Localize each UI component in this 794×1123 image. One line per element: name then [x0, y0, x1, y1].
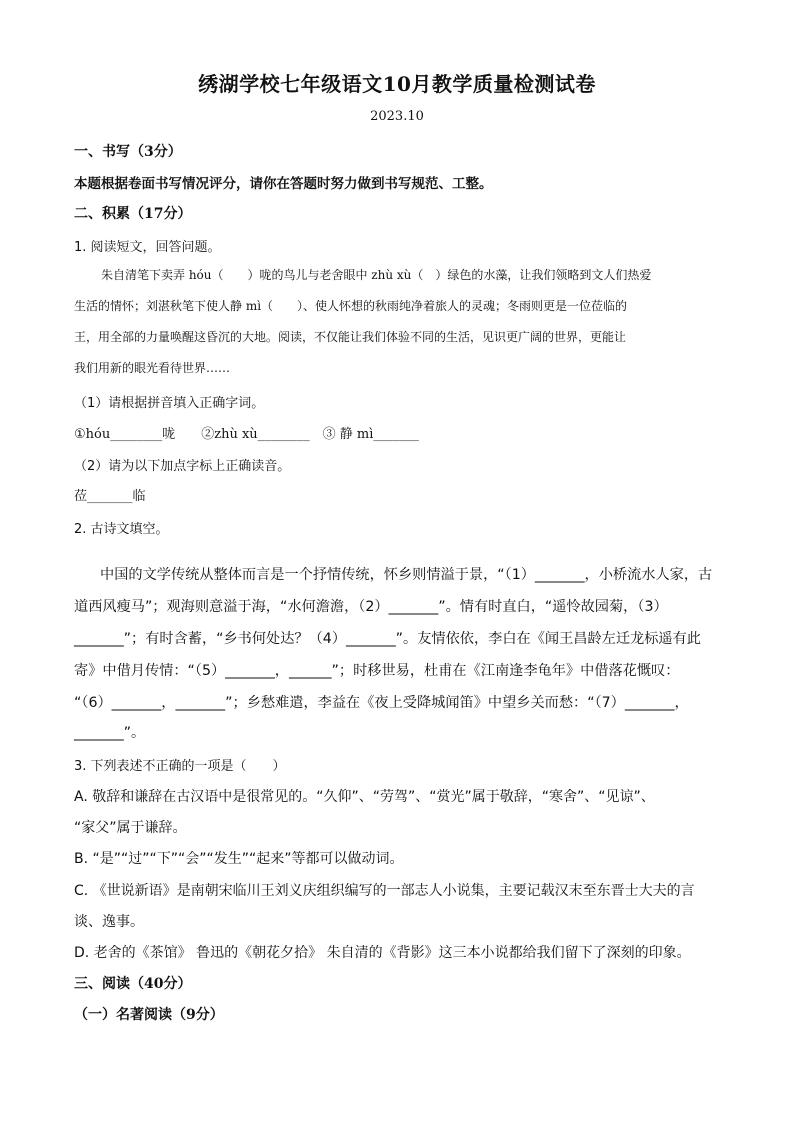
q1-sub1: （1）请根据拼音填入正确字词。	[74, 396, 265, 411]
q3-option: “家父”属于谦辞。	[74, 820, 187, 836]
q3-option: D. 老舍的《茶馆》 鲁迅的《朝花夕拾》 朱自清的《背影》这三本小说都给我们留下了深刻的印象。	[74, 945, 691, 961]
exam-title: 绣湖学校七年级语文10月教学质量检测试卷	[198, 72, 596, 96]
q1-sub2: （2）请为以下加点字标上正确读音。	[74, 459, 291, 474]
section-1-heading: 一、书写（3分）	[74, 144, 182, 160]
q1-passage-line: 我们用新的眼光看待世界……	[74, 361, 231, 375]
q2-line: _______”。	[74, 725, 146, 741]
q1-passage-line: 朱自清笔下卖弄 hóu（ ）咙的鸟儿与老舍眼中 zhù xù（ ）绿色的水藻，让我们领略到文人们热爱	[101, 268, 652, 282]
section-2-heading: 二、积累（17分）	[74, 206, 192, 222]
q1-stem: 1. 阅读短文，回答问题。	[74, 240, 221, 255]
section-3-subheading: （一）名著阅读（9分）	[74, 1007, 224, 1023]
q2-line: 中国的文学传统从整体而言是一个抒情传统，怀乡则情溢于景，“（1）_______，小桥流水人家，古	[100, 567, 713, 583]
q1-passage-line: 生活的情怀；刘湛秋笔下使人静 mì（ ）、使人怀想的秋雨纯净着旅人的灵魂；冬雨则更是一位莅临的	[74, 299, 628, 313]
q3-option: C. 《世说新语》是南朝宋临川王刘义庆组织编写的一部志人小说集，主要记载汉末至东晋士大夫的言	[74, 883, 695, 899]
q2-stem: 2. 古诗文填空。	[74, 522, 169, 537]
q2-line: 道西风瘦马”；观海则意溢于海，“水何澹澹，（2）_______”。情有时直白，“遥怜故园菊，（3）	[74, 599, 668, 615]
q1-passage-line: 王，用全部的力量唤醒这昏沉的大地。阅读，不仅能让我们体验不同的生活，见识更广阔的世界，更能让	[74, 330, 627, 344]
q3-option: B. “是”“过”“下”“会”“发生”“起来”等都可以做动词。	[74, 851, 404, 867]
q1-sub1-answers: ①hóu________咙 ②zhù xù________ ③ 静 mì_______	[74, 427, 419, 442]
q2-line: “（6）_______，_______”；乡愁难遣，李益在《夜上受降城闻笛》中望乡关而愁：“（7）_______，	[74, 695, 689, 711]
q3-stem: 3. 下列表述不正确的一项是（ ）	[74, 759, 286, 774]
q3-option: A. 敬辞和谦辞在古汉语中是很常见的。“久仰”、“劳驾”、“赏光”属于敬辞，“寒舍”、“见谅”、	[74, 789, 655, 805]
q3-option: 谈、逸事。	[74, 914, 144, 930]
section-3-heading: 三、阅读（40分）	[74, 976, 192, 992]
q1-sub2-answer: 莅_______临	[74, 489, 146, 504]
q2-line: _______”；有时含蓄，“乡书何处达？（4）_______”。友情依依，李白在《闻王昌龄左迁龙标遥有此	[74, 631, 701, 647]
q2-line: 寄》中借月传情：“（5）_______，______”；时移世易，杜甫在《江南逢李龟年》中借落花慨叹：	[74, 663, 680, 679]
exam-date: 2023.10	[370, 109, 424, 124]
section-1-note: 本题根据卷面书写情况评分，请你在答题时努力做到书写规范、工整。	[74, 176, 493, 192]
